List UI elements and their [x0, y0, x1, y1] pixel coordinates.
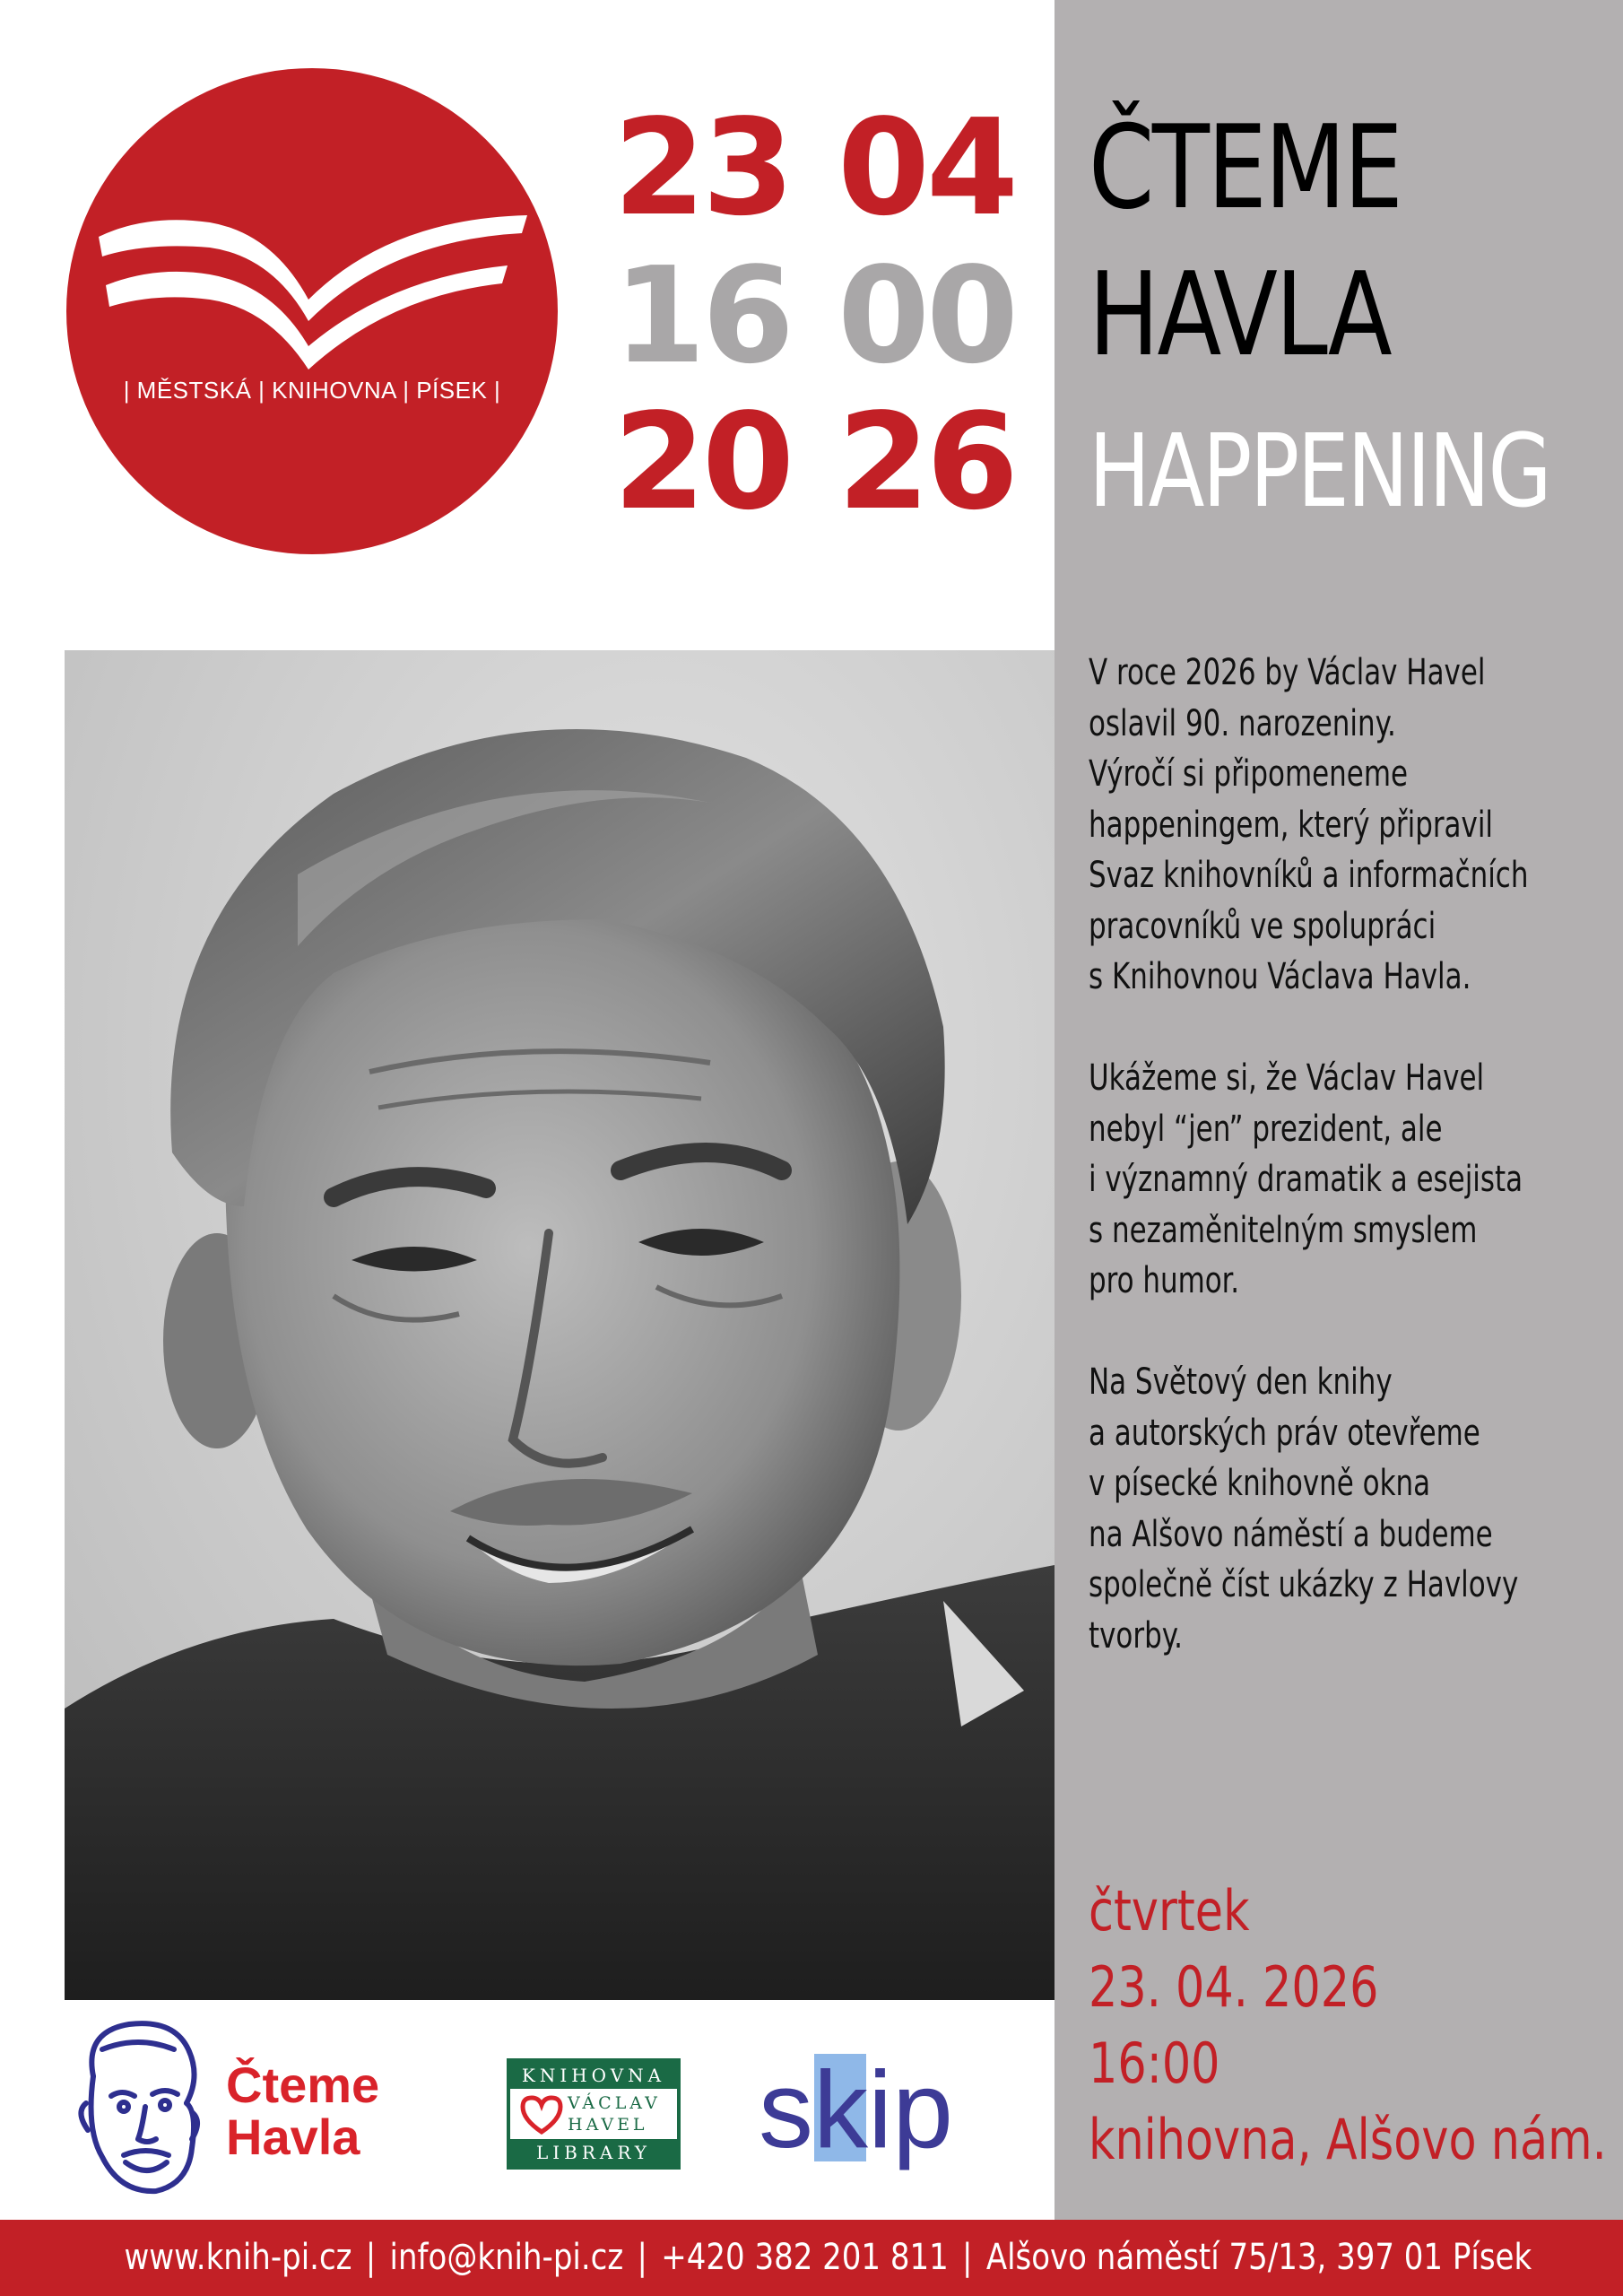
- skip-logo: [759, 2047, 983, 2181]
- library-logo-side: [568, 2092, 661, 2135]
- library-logo-text: | MĚSTSKÁ | KNIHOVNA | PÍSEK |: [123, 377, 501, 404]
- vaclav-havel-library-logo: [507, 2058, 681, 2170]
- time-hour: 16: [613, 239, 791, 393]
- footer-separator: |: [962, 2237, 973, 2278]
- event-description: [1089, 648, 1551, 1712]
- text-line: Svaz knihovníků a informačních: [1089, 855, 1529, 896]
- text-line: pracovníků ve spolupráci: [1089, 905, 1436, 947]
- text-line: s nezaměnitelným smyslem: [1089, 1209, 1478, 1251]
- date-month: 04: [838, 91, 1015, 245]
- vaclav-havel-portrait-icon: [65, 650, 1055, 2000]
- text-line: happeningem, který připravil: [1089, 804, 1494, 846]
- text-line: tvorby.: [1089, 1614, 1183, 1657]
- text-line: oslavil 90. narozeniny.: [1089, 702, 1396, 744]
- footer-contacts: [0, 2220, 1623, 2296]
- event-date: 23. 04. 2026: [1089, 1954, 1379, 2020]
- text-line: nebyl “jen” prezident, ale: [1089, 1108, 1443, 1150]
- time-minute: 00: [838, 239, 1015, 393]
- text-line: Na Světový den knihy: [1089, 1361, 1393, 1403]
- footer-separator: |: [637, 2237, 647, 2278]
- description-paragraph-1: [1089, 648, 1551, 1003]
- text-line: Výročí si připomeneme: [1089, 753, 1409, 795]
- skip-logo-text: skip: [759, 2048, 953, 2170]
- footer-phone[interactable]: +420 382 201 811: [661, 2237, 949, 2278]
- title-line-3: HAPPENING: [1089, 413, 1550, 530]
- heart-icon: [517, 2094, 566, 2135]
- text-line: na Alšovo náměstí a budeme: [1089, 1513, 1493, 1555]
- year-part-a: 20: [613, 385, 791, 539]
- year-part-b: 26: [838, 385, 1015, 539]
- description-paragraph-2: [1089, 1053, 1551, 1307]
- havel-caricature-icon: [66, 2013, 206, 2204]
- library-logo-side-1: VÁCLAV: [568, 2093, 661, 2113]
- open-book-icon: [93, 203, 533, 391]
- date-day: 23: [613, 91, 791, 245]
- date-time: [613, 239, 1017, 393]
- text-line: Ukážeme si, že Václav Havel: [1089, 1057, 1485, 1099]
- text-line: v písecké knihovně okna: [1089, 1463, 1431, 1504]
- description-paragraph-3: [1089, 1357, 1551, 1661]
- text-line: V roce 2026 by Václav Havel: [1089, 652, 1486, 693]
- footer-address: Alšovo náměstí 75/13, 397 01 Písek: [985, 2237, 1532, 2278]
- event-place: knihovna, Alšovo nám.: [1089, 2107, 1607, 2172]
- event-details: [1089, 1873, 1607, 2178]
- text-line: společně číst ukázky z Havlovy: [1089, 1564, 1519, 1605]
- text-line: s Knihovnou Václava Havla.: [1089, 956, 1471, 997]
- footer-email[interactable]: info@knih-pi.cz: [389, 2237, 624, 2278]
- footer-separator: |: [365, 2237, 377, 2278]
- date-day-month: [613, 91, 1017, 245]
- title-line-1: ČTEME: [1089, 101, 1402, 235]
- title-line-2: HAVLA: [1089, 248, 1391, 382]
- text-line: a autorských práv otevřeme: [1089, 1412, 1480, 1454]
- library-logo: [66, 68, 558, 554]
- library-logo-middle: [510, 2089, 677, 2139]
- library-logo-bottom: LIBRARY: [510, 2139, 677, 2166]
- library-logo-top: KNIHOVNA: [510, 2062, 677, 2089]
- date-year: [613, 385, 1017, 539]
- vaclav-havel-portrait-photo: [65, 650, 1055, 2000]
- event-time: 16:00: [1089, 2031, 1220, 2096]
- footer-website[interactable]: www.knih-pi.cz: [124, 2237, 352, 2278]
- text-line: pro humor.: [1089, 1260, 1240, 1301]
- event-day: čtvrtek: [1089, 1878, 1250, 1944]
- library-logo-side-2: HAVEL: [568, 2115, 648, 2135]
- cteme-havla-logo-text: Čteme Havla: [226, 2057, 380, 2165]
- text-line: i významný dramatik a esejista: [1089, 1159, 1523, 1200]
